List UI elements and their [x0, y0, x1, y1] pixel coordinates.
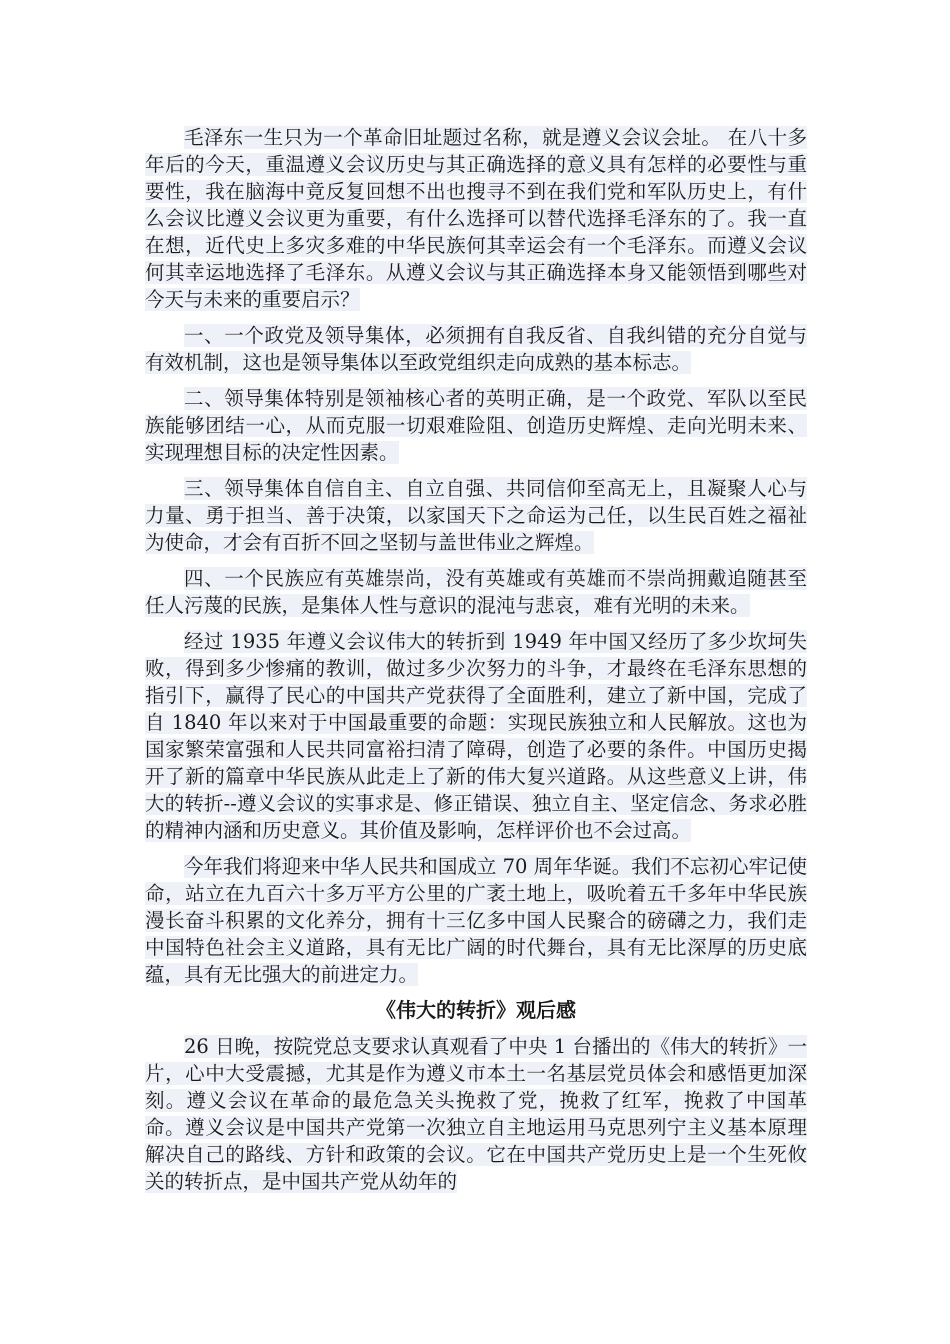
paragraph-closing	[145, 1033, 807, 1195]
paragraph-point-4	[145, 565, 807, 619]
paragraph-history	[145, 628, 807, 844]
paragraph-text: 三、领导集体自信自主、自立自强、共同信仰至高无上，且凝聚人心与力量、勇于担当、善于决策，以家国天下之命运为己任，以生民百姓之福祉为使命，才会有百折不回之坚韧与盖世伟业之辉煌。	[145, 477, 807, 554]
paragraph-text: 一、一个政党及领导集体，必须拥有自我反省、自我纠错的充分自觉与有效机制，这也是领导集体以至政党组织走向成熟的基本标志。	[145, 324, 807, 374]
paragraph-point-1	[145, 322, 807, 376]
paragraph-intro	[145, 124, 807, 313]
paragraph-point-2	[145, 385, 807, 466]
paragraph-text: 四、一个民族应有英雄崇尚，没有英雄或有英雄而不崇尚拥戴追随甚至任人污蔑的民族，是集体人性与意识的混沌与悲哀，难有光明的未来。	[145, 567, 807, 617]
document-body	[145, 124, 807, 1204]
paragraph-text: 二、领导集体特别是领袖核心者的英明正确，是一个政党、军队以至民族能够团结一心，从而克服一切艰难险阻、创造历史辉煌、走向光明未来、实现理想目标的决定性因素。	[145, 387, 807, 464]
paragraph-anniversary	[145, 853, 807, 988]
paragraph-text: 26 日晚，按院党总支要求认真观看了中央 1 台播出的《伟大的转折》一片，心中大受震撼，尤其是作为遵义市本土一名基层党员体会和感悟更加深刻。遵义会议在革命的最危急关头挽救了党，挽救了红军，挽救了中国革命。遵义会议是中国共产党第一次独立自主地运用马克思列宁主义基本原理解决自己的路线、方针和政策的会议。它在中国共产党历史上是一个生死攸关的转折点，是中国共产党从幼年的	[145, 1035, 807, 1193]
paragraph-point-3	[145, 475, 807, 556]
paragraph-text: 毛泽东一生只为一个革命旧址题过名称，就是遵义会议会址。 在八十多年后的今天，重温遵义会议历史与其正确选择的意义具有怎样的必要性与重要性，我在脑海中竟反复回想不出也搜寻不到在我们党和军队历史上，有什么会议比遵义会议更为重要，有什么选择可以替代选择毛泽东的了。我一直在想，近代史上多灾多难的中华民族何其幸运会有一个毛泽东。而遵义会议何其幸运地选择了毛泽东。从遵义会议与其正确选择本身又能领悟到哪些对今天与未来的重要启示？	[145, 126, 807, 311]
paragraph-text: 今年我们将迎来中华人民共和国成立 70 周年华诞。我们不忘初心牢记使命，站立在九百六十多万平方公里的广袤土地上，吸吮着五千多年中华民族漫长奋斗积累的文化养分，拥有十三亿多中国人民聚合的磅礴之力，我们走中国特色社会主义道路，具有无比广阔的时代舞台，具有无比深厚的历史底蕴，具有无比强大的前进定力。	[145, 855, 807, 986]
section-heading: 《伟大的转折》观后感	[376, 998, 576, 1022]
paragraph-text: 经过 1935 年遵义会议伟大的转折到 1949 年中国又经历了多少坎坷失败，得到多少惨痛的教训，做过多少次努力的斗争，才最终在毛泽东思想的指引下，赢得了民心的中国共产党获得了全面胜利，建立了新中国，完成了自 1840 年以来对于中国最重要的命题：实现民族独立和人民解放。这也为国家繁荣富强和人民共同富裕扫清了障碍，创造了必要的条件。中国历史揭开了新的篇章中华民族从此走上了新的伟大复兴道路。从这些意义上讲，伟大的转折--遵义会议的实事求是、修正错误、独立自主、坚定信念、务求必胜的精神内涵和历史意义。其价值及影响，怎样评价也不会过高。	[145, 630, 807, 842]
